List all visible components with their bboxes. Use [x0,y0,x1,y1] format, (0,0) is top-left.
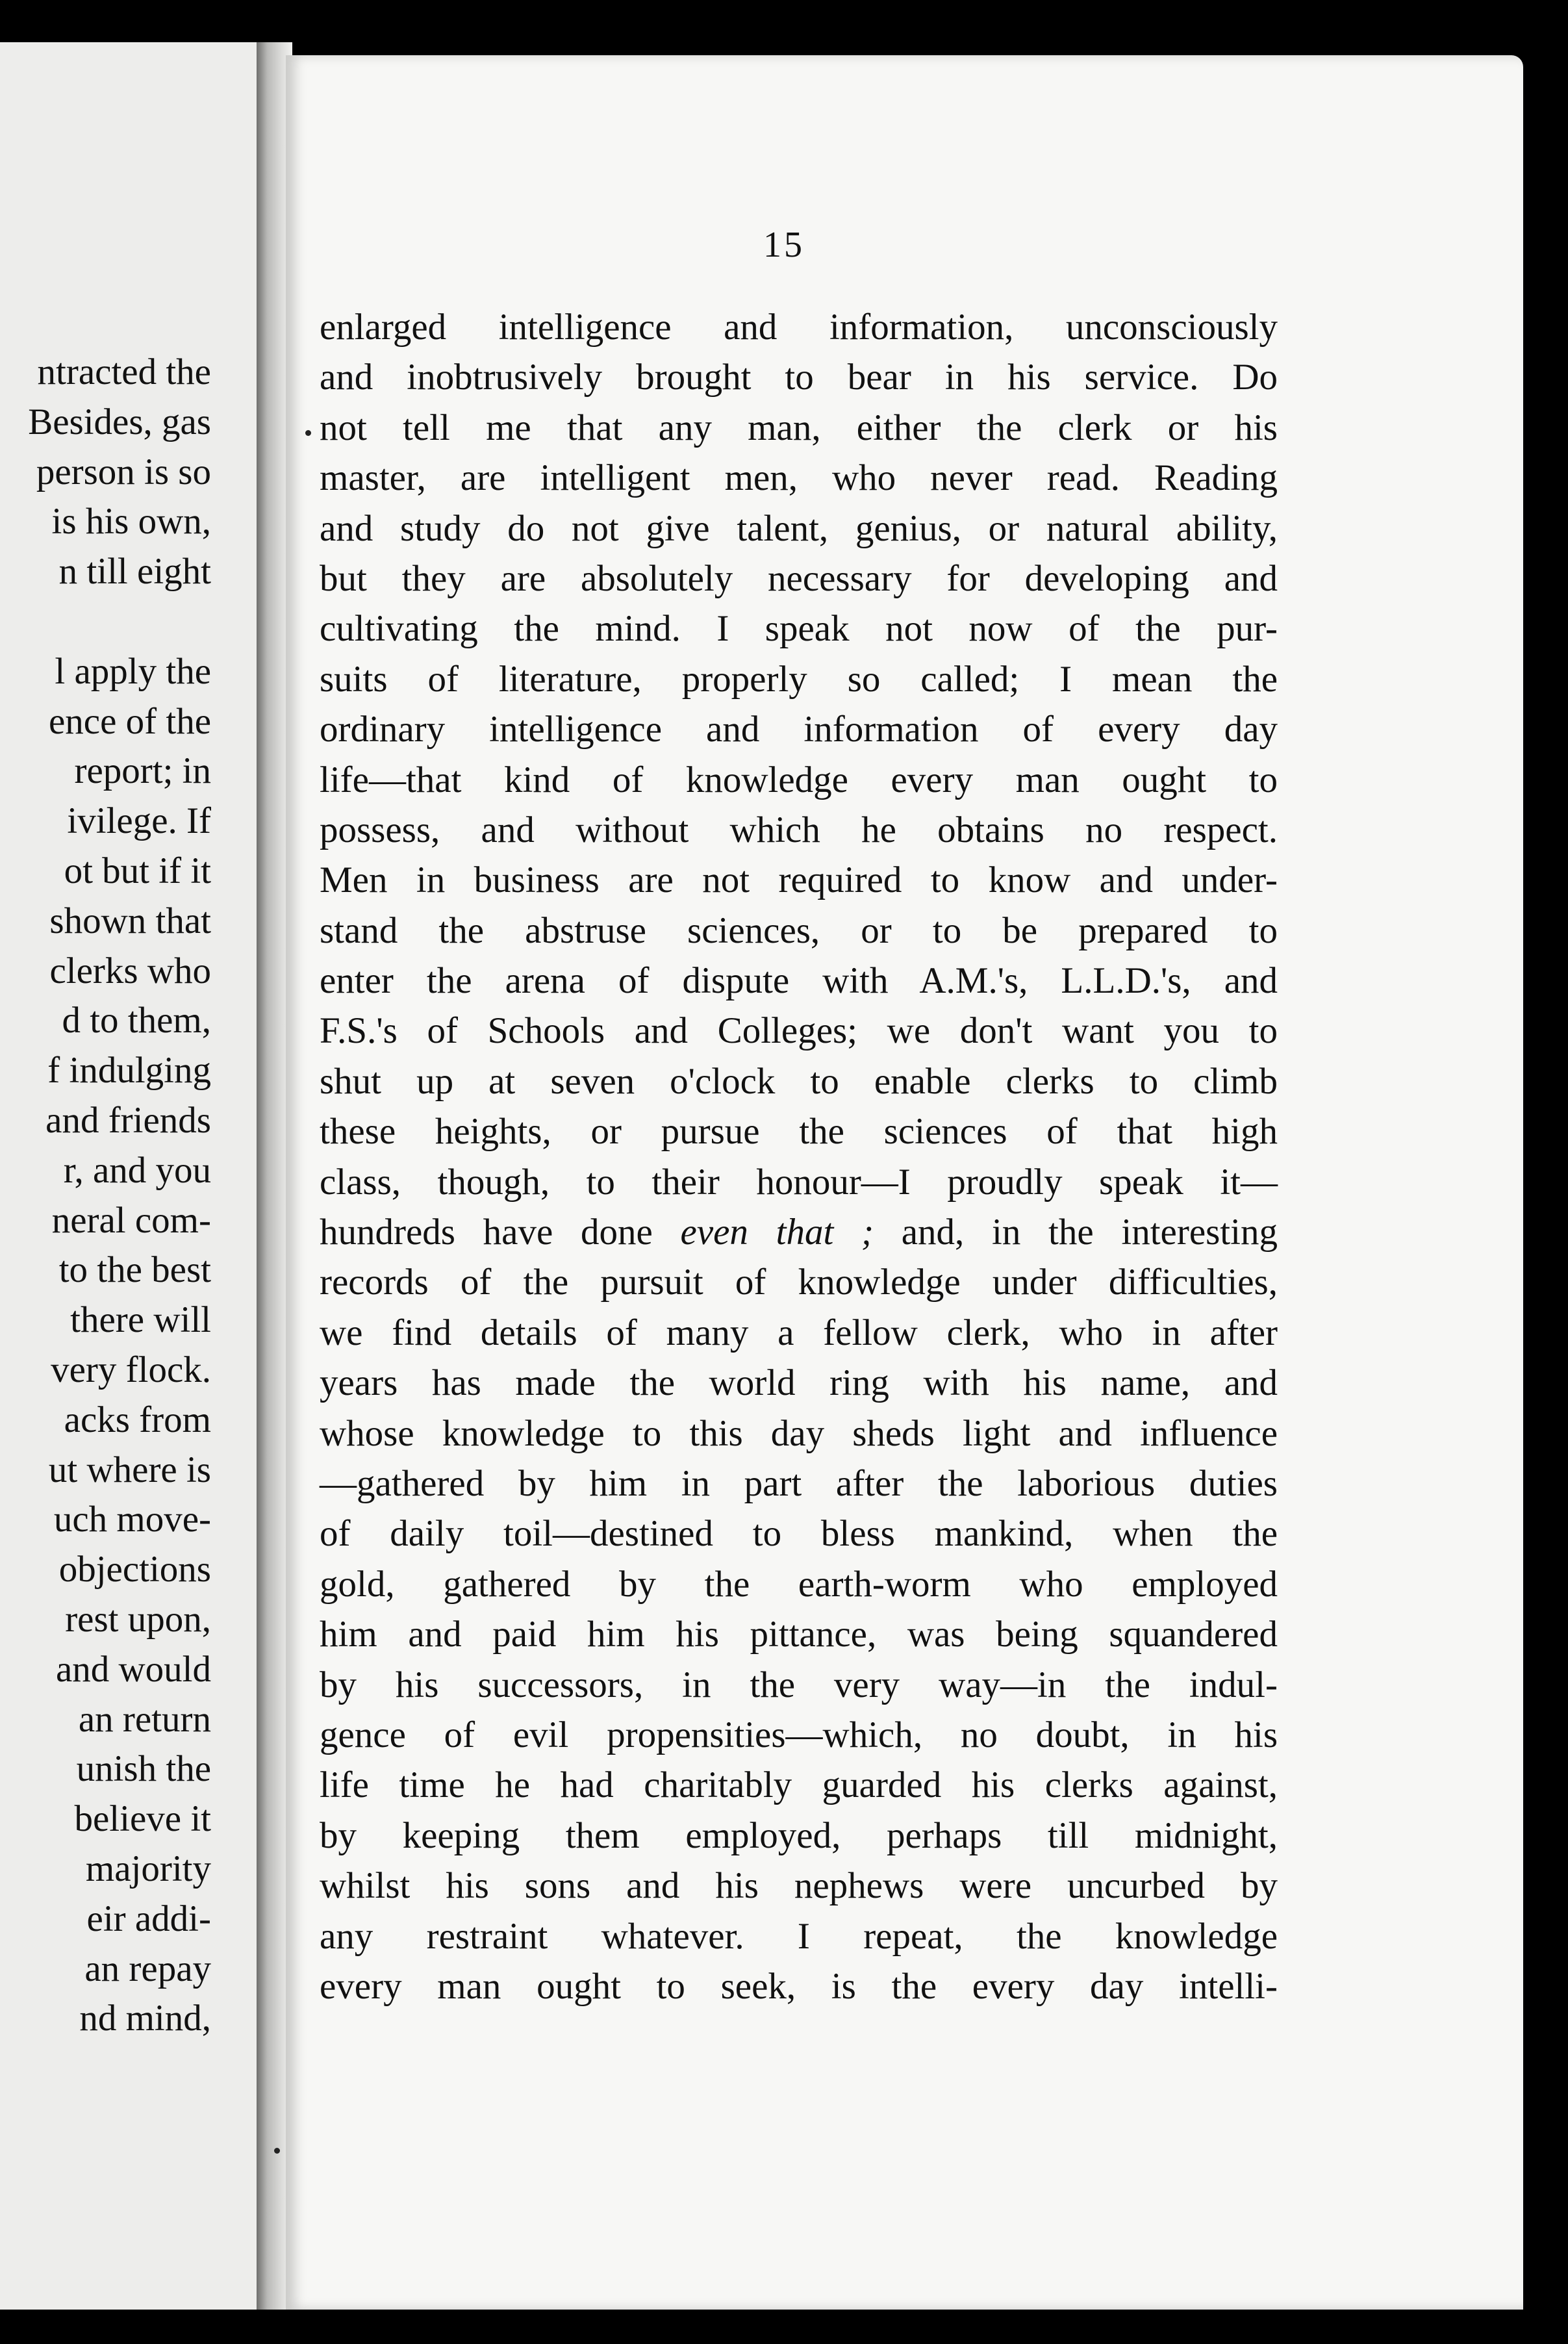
previous-page [0,42,260,2310]
previous-page-line: f indulging [47,1050,211,1091]
previous-page-text [0,348,211,2044]
previous-page-line: is his own, [51,501,211,542]
stray-mark [305,430,311,436]
text-line: gence of evil propensities—which, no doubt, in his [320,1714,1278,1755]
text-line: gold, gathered by the earth-worm who employed [320,1563,1278,1605]
previous-page-line: uch move- [53,1499,211,1540]
text-line: stand the abstruse sciences, or to be prepared to [320,910,1278,951]
text-line: enter the arena of dispute with A.M.'s, L.L.D.'s, and [320,960,1278,1002]
text-line: suits of literature, properly so called; I mean the [320,658,1278,700]
emphasis-text: even that ; [680,1212,874,1253]
text-line: cultivating the mind. I speak not now of the pur- [320,608,1278,650]
previous-page-line: and friends [45,1099,211,1141]
previous-page-line: objections [58,1549,211,1590]
previous-page-line: eir addi- [86,1898,211,1939]
text-line: master, are intelligent men, who never read. Reading [320,457,1278,499]
previous-page-line: ut where is [48,1449,211,1490]
previous-page-line: shown that [49,900,211,941]
previous-page-line: clerks who [49,950,211,991]
previous-page-line: to the best [58,1249,211,1291]
text-line: enlarged intelligence and information, unconsciously [320,307,1278,348]
text-line: class, though, to their honour—I proudly speak it— [320,1161,1278,1203]
previous-page-line: report; in [74,750,211,792]
previous-page-line: there will [70,1299,211,1341]
previous-page-line: very flock. [51,1349,211,1390]
body-text [320,302,1278,2011]
text-line: Men in business are not required to know and under- [320,860,1278,901]
previous-page-line: and would [55,1648,211,1690]
previous-page-line [0,597,211,647]
text-line: but they are absolutely necessary for developing and [320,557,1278,599]
text-line: every man ought to seek, is the every day intelli- [320,1965,1278,2007]
text-line: F.S.'s of Schools and Colleges; we don't want you to [320,1010,1278,1052]
previous-page-line: unish the [76,1748,211,1790]
previous-page-line: majority [85,1848,211,1889]
text-line: by his successors, in the very way—in the indul- [320,1664,1278,1705]
previous-page-line: Besides, gas [28,401,211,442]
text-line: life—that kind of knowledge every man ought to [320,759,1278,800]
text-line: life time he had charitably guarded his clerks against, [320,1764,1278,1806]
previous-page-line: an repay [84,1948,211,1989]
text-segment: and, in the interesting [874,1212,1278,1253]
previous-page-line: ence of the [48,700,211,742]
text-line: records of the pursuit of knowledge under difficulties, [320,1262,1278,1303]
previous-page-line: ntracted the [37,351,211,392]
previous-page-line: an return [78,1698,211,1740]
text-line: possess, and without which he obtains no respect. [320,809,1278,850]
previous-page-line: ot but if it [64,850,211,891]
text-line: whose knowledge to this day sheds light and influence [320,1412,1278,1454]
previous-page-line: n till eight [58,551,211,592]
text-line: and study do not give talent, genius, or natural ability, [320,507,1278,549]
previous-page-line: nd mind, [79,1998,211,2039]
stray-mark [274,2148,280,2154]
text-line: not tell me that any man, either the clerk or his [320,407,1278,448]
text-line: shut up at seven o'clock to enable clerks to climb [320,1060,1278,1102]
text-line: whilst his sons and his nephews were uncurbed by [320,1865,1278,1907]
text-line: any restraint whatever. I repeat, the knowledge [320,1915,1278,1957]
text-line: years has made the world ring with his name, and [320,1362,1278,1404]
text-line: him and paid him his pittance, was being squandered [320,1614,1278,1655]
previous-page-line: acks from [64,1399,211,1440]
text-line: of daily toil—destined to bless mankind, when the [320,1513,1278,1555]
previous-page-line: ivilege. If [67,800,211,842]
text-line [320,1207,1278,1257]
text-line: and inobtrusively brought to bear in his service. Do [320,357,1278,398]
previous-page-line: d to them, [62,1000,211,1041]
page-number: 15 [763,225,805,265]
text-segment: hundreds have done [320,1212,681,1253]
text-line: we find details of many a fellow clerk, who in after [320,1312,1278,1353]
previous-page-line: neral com- [51,1199,211,1241]
text-line: these heights, or pursue the sciences of that high [320,1111,1278,1153]
text-line: by keeping them employed, perhaps till midnight, [320,1815,1278,1856]
previous-page-line: rest upon, [65,1598,211,1640]
text-line: ordinary intelligence and information of every day [320,709,1278,750]
previous-page-line: r, and you [63,1149,211,1191]
previous-page-line: believe it [74,1798,211,1840]
text-line: —gathered by him in part after the laborious duties [320,1462,1278,1504]
previous-page-line: person is so [36,451,211,492]
previous-page-line: l apply the [55,650,211,692]
